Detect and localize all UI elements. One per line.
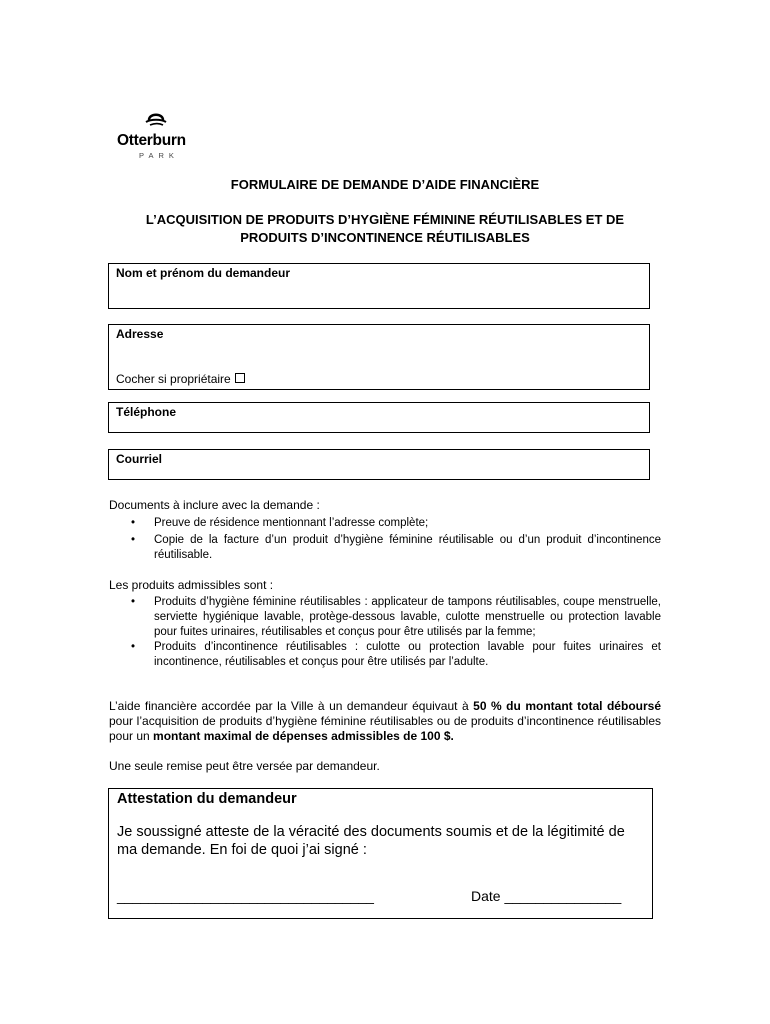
products-intro: Les produits admissibles sont : [109, 578, 274, 592]
form-title: FORMULAIRE DE DEMANDE D’AIDE FINANCIÈRE [230, 177, 540, 192]
single-payment-note: Une seule remise peut être versée par demandeur. [109, 759, 380, 773]
list-item-text: Produits d’hygiène féminine réutilisables : applicateur de tampons réutilisables, coupe menstruelle, serviette hygiénique lavable, protège-dessous lavable, culotte menstruelle ou protection lavable pour fuites urinaires, réutilisables et conçus pour être utilisés par la femme; [154, 596, 661, 638]
name-field[interactable] [108, 263, 650, 309]
otterburn-logo [117, 110, 207, 165]
list-item [109, 533, 661, 563]
aid-percentage: 50 % du montant total déboursé [473, 699, 661, 713]
owner-check-label: Cocher si propriétaire [116, 372, 231, 386]
address-field[interactable] [108, 324, 650, 390]
logo-subtitle: PARK [139, 151, 179, 160]
phone-field-label: Téléphone [116, 405, 177, 419]
list-item [109, 595, 661, 640]
address-field-label: Adresse [116, 327, 164, 341]
documents-intro: Documents à inclure avec la demande : [109, 498, 320, 512]
attestation-box [108, 788, 653, 919]
products-list [109, 595, 661, 670]
aid-paragraph [109, 699, 661, 744]
owner-checkbox[interactable] [235, 373, 245, 383]
bullet: • [131, 517, 136, 529]
list-item [109, 640, 661, 670]
email-field[interactable] [108, 449, 650, 480]
documents-list [109, 516, 661, 563]
owner-check-row [116, 372, 245, 386]
bullet: • [131, 596, 136, 608]
date-field[interactable]: Date _______________ [471, 888, 622, 904]
list-item [109, 516, 661, 531]
email-field-label: Courriel [116, 452, 163, 466]
form-subtitle-line: PRODUITS D’INCONTINENCE RÉUTILISABLES [240, 230, 530, 245]
logo-mark-icon [141, 110, 171, 132]
list-item-text: Produits d’incontinence réutilisables : culotte ou protection lavable pour fuites urinaires et incontinence, réutilisables et conçus pour être utilisés par l’adulte. [154, 641, 661, 668]
list-item-text: Preuve de résidence mentionnant l’adresse complète; [154, 517, 429, 529]
attestation-title: Attestation du demandeur [117, 791, 297, 807]
list-item-text: Copie de la facture d’un produit d’hygiène féminine réutilisable ou d’un produit d’incontinence réutilisable. [154, 534, 661, 561]
bullet: • [131, 534, 136, 546]
attestation-text: Je soussigné atteste de la véracité des documents soumis et de la légitimité de ma demande. En foi de quoi j’ai signé : [117, 824, 625, 858]
phone-field[interactable] [108, 402, 650, 433]
name-field-label: Nom et prénom du demandeur [116, 266, 291, 280]
bullet: • [131, 641, 136, 653]
aid-text: pour l’acquisition de produits d’hygiène féminine réutilisables ou de produits d’incontinence réutilisables pour un [109, 714, 661, 743]
aid-maximum: montant maximal de dépenses admissibles de 100 $. [153, 729, 454, 743]
aid-text: L’aide financière accordée par la Ville à un demandeur équivaut à [109, 699, 474, 713]
form-subtitle [0, 211, 770, 247]
form-subtitle-line: L’ACQUISITION DE PRODUITS D’HYGIÈNE FÉMININE RÉUTILISABLES ET DE [145, 212, 625, 227]
logo-name: Otterburn [117, 132, 186, 149]
signature-line[interactable]: _________________________________ [117, 888, 374, 904]
